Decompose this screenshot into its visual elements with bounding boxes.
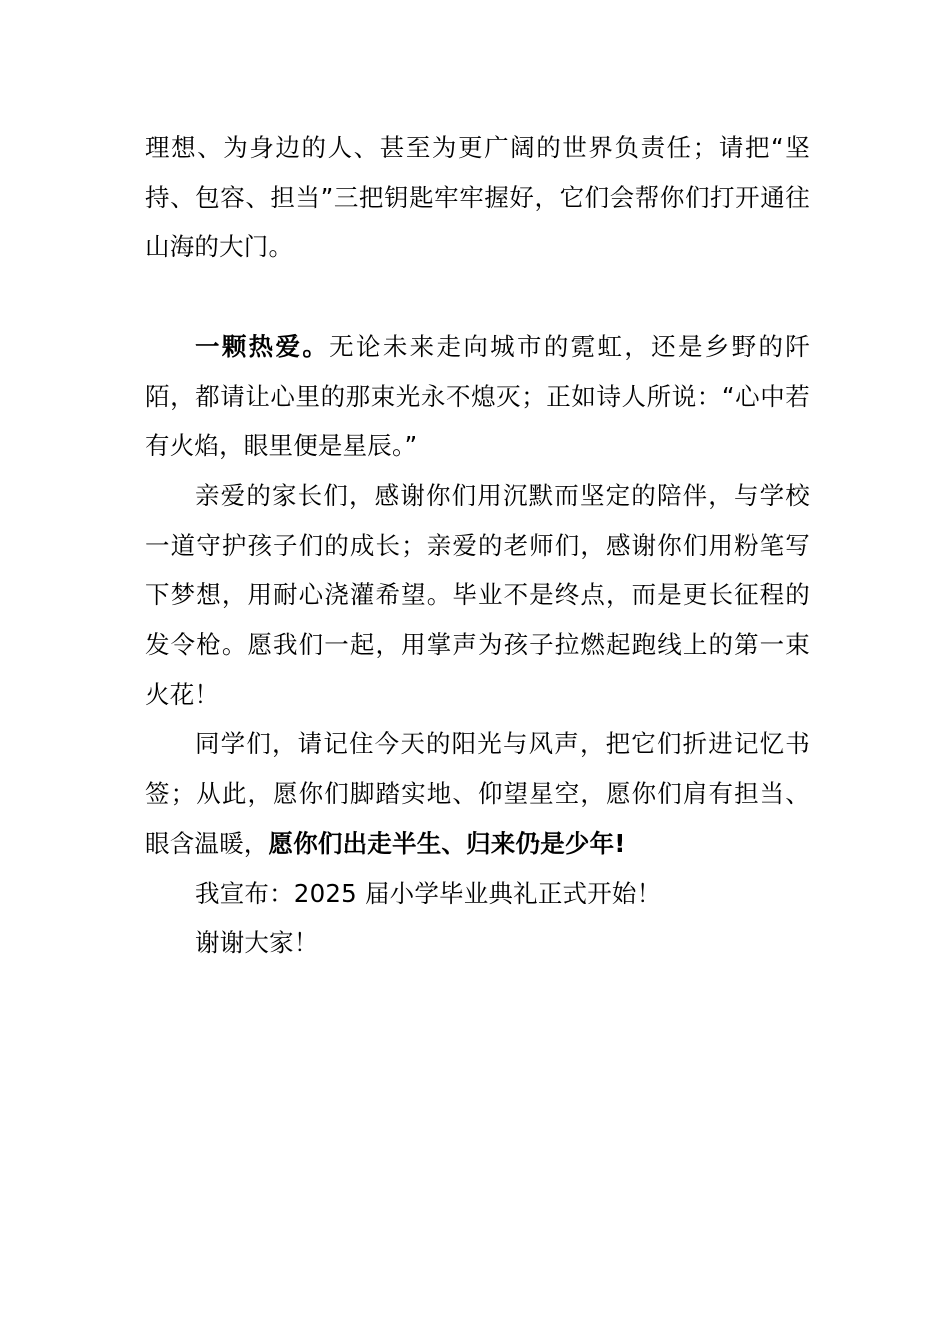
paragraph-parents-teachers — [145, 471, 810, 720]
paragraph-text: 同学们，请记住今天的阳光与风声，把它们折进记忆书签；从此，愿你们脚踏实地、仰望星空，愿你们肩有担当、眼含温暖， — [145, 729, 810, 858]
document-body — [145, 123, 810, 968]
paragraph-text: 无论未来走向城市的霓虹，还是乡野的阡陌，都请让心里的那束光永不熄灭；正如诗人所说：“心中若有火焰，眼里便是星辰。” — [145, 331, 811, 461]
paragraph-lead-heading: 一颗热爱。 — [195, 331, 330, 361]
paragraph-text: 我宣布：2025 届小学毕业典礼正式开始！ — [195, 878, 662, 908]
paragraph-responsibility — [145, 123, 810, 272]
paragraph-text: 亲爱的家长们，感谢你们用沉默而坚定的陪伴，与学校一道守护孩子们的成长；亲爱的老师们，感谢你们用粉笔写下梦想，用耐心浇灌希望。毕业不是终点，而是更长征程的发令枪。愿我们一起，用掌声为孩子拉燃起跑线上的第一束火花！ — [145, 480, 810, 709]
paragraph-students — [145, 719, 810, 868]
paragraph-announcement — [145, 869, 810, 919]
paragraph-text: 理想、为身边的人、甚至为更广阔的世界负责任；请把“坚持、包容、担当”三把钥匙牢牢握好，它们会帮你们打开通往山海的大门。 — [145, 133, 810, 262]
paragraph-text: 谢谢大家！ — [195, 928, 319, 958]
paragraph-passion — [145, 322, 810, 471]
paragraph-thanks — [145, 918, 810, 968]
paragraph-bold-closing: 愿你们出走半生、归来仍是少年! — [268, 828, 626, 858]
